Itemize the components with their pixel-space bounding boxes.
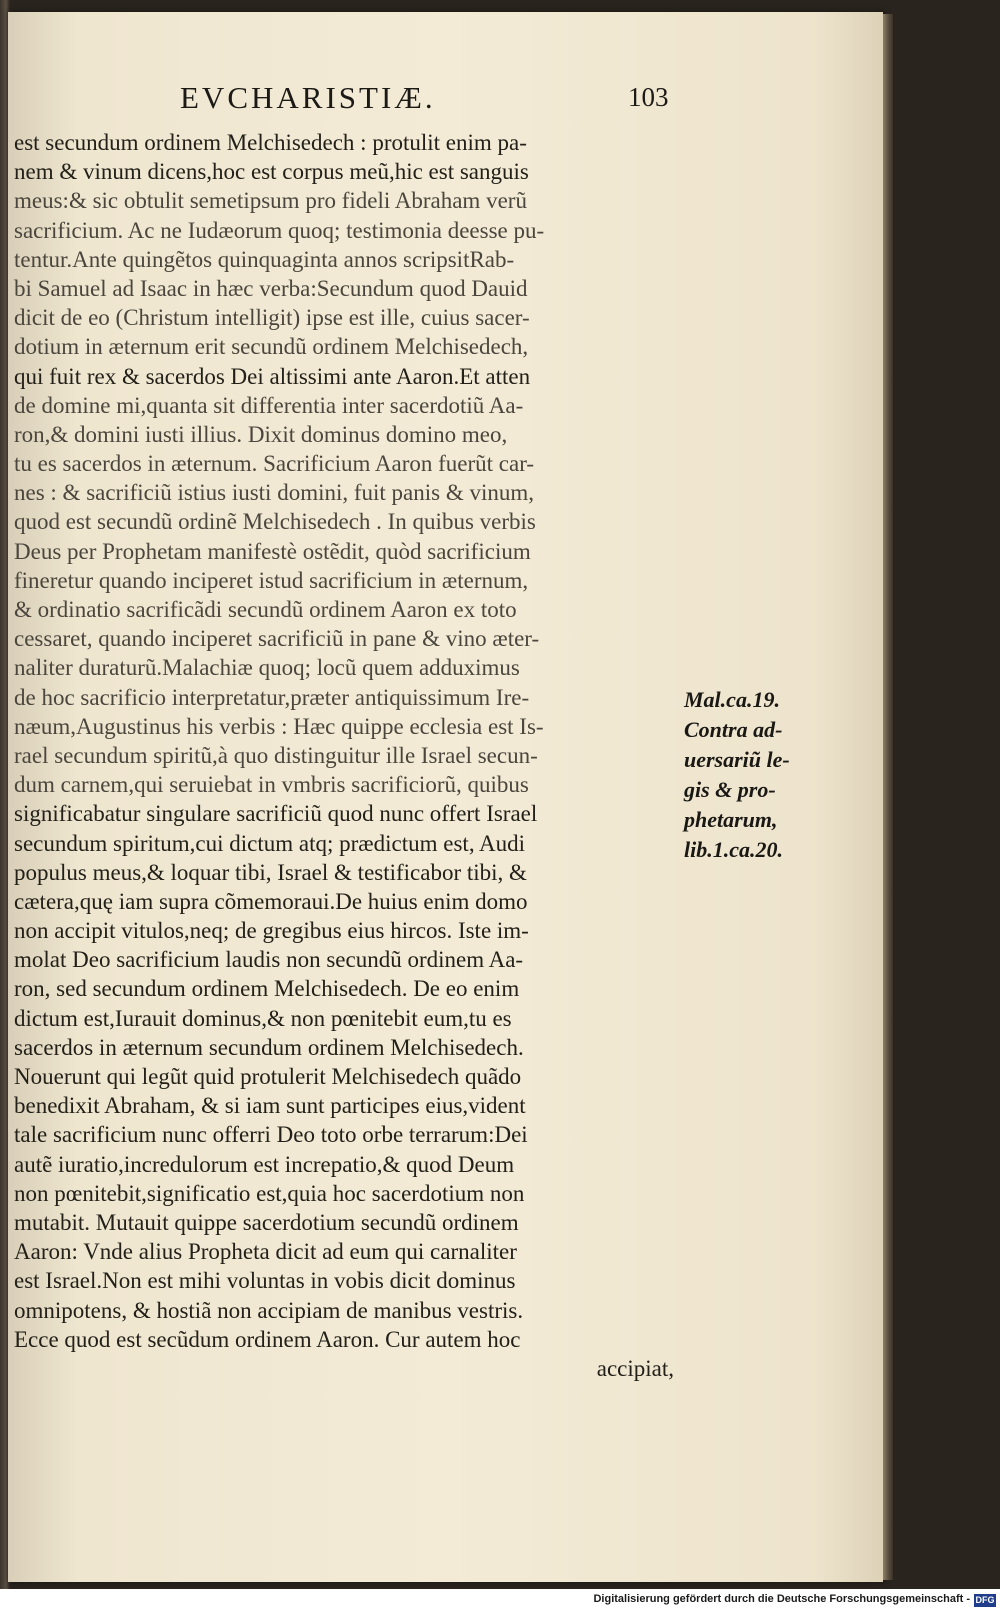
text-line: dictum est,Iurauit dominus,& non pœnitebit eum,tu es (14, 1005, 512, 1031)
text-line: de hoc sacrificio interpretatur,præter antiquissimum Ire- (14, 684, 530, 710)
text-line: næum,Augustinus his verbis : Hæc quippe ecclesia est Is- (14, 713, 544, 739)
margin-note: Contra ad- (684, 717, 783, 742)
text-line: de domine mi,quanta sit differentia inter sacerdotiũ Aa- (14, 392, 524, 418)
text-line: Ecce quod est secũdum ordinem Aaron. Cur autem hoc (14, 1326, 521, 1352)
text-line: sacrificium. Ac ne Iudæorum quoq; testimonia deesse pu- (14, 217, 545, 243)
text-line: nes : & sacrificiũ istius iusti domini, fuit panis & vinum, (14, 480, 535, 506)
text-line: meus:& sic obtulit semetipsum pro fideli Abraham verũ (14, 188, 527, 214)
text-line: non accipit vitulos,neq; de gregibus eius hircos. Iste im- (14, 918, 529, 944)
text-line: Deus per Prophetam manifestè ostẽdit, quòd sacrificium (14, 538, 531, 564)
text-line: ron,& domini iusti illius. Dixit dominus domino meo, (14, 421, 508, 447)
text-line: non pœnitebit,significatio est,quia hoc sacerdotium non (14, 1180, 525, 1206)
text-line: est Israel.Non est mihi voluntas in vobis dicit dominus (14, 1268, 516, 1294)
text-line: cætera,quę iam supra cõmemoraui.De huius enim domo (14, 888, 528, 914)
text-line: populus meus,& loquar tibi, Israel & testificabor tibi, & (14, 859, 527, 885)
text-line: tentur.Ante quingẽtos quinquaginta annos scripsitRab- (14, 246, 515, 272)
text-line: rael secundum spiritũ,à quo distinguitur ille Israel secun- (14, 742, 538, 768)
text-line: molat Deo sacrificium laudis non secundũ ordinem Aa- (14, 947, 524, 973)
text-line: secundum spiritum,cui dictum atq; prædictum est, Audi (14, 830, 526, 856)
text-line: cessaret, quando inciperet sacrificiũ in pane & vino æter- (14, 626, 540, 652)
text-line: ron, sed secundum ordinem Melchisedech. De eo enim (14, 976, 520, 1002)
page-edge (883, 14, 893, 1580)
text-line: Aaron: Vnde alius Propheta dicit ad eum qui carnaliter (14, 1239, 517, 1265)
page-header (180, 80, 669, 120)
text-line: significabatur singulare sacrificiũ quod nunc offert Israel (14, 801, 538, 827)
page-number: 103 (628, 82, 669, 112)
text-line: est secundum ordinem Melchisedech : protulit enim pa- (14, 130, 527, 155)
text-line: & ordinatio sacrificãdi secundũ ordinem Aaron ex toto (14, 597, 517, 622)
text-line: mutabit. Mutauit quippe sacerdotium secundũ ordinem (14, 1209, 519, 1235)
text-line: omnipotens, & hostiã non accipiam de manibus vestris. (14, 1297, 524, 1323)
body-text (14, 128, 674, 1383)
margin-note: Mal.ca.19. (684, 687, 780, 712)
text-line: dotium in æternum erit secundũ ordinem Melchisedech, (14, 334, 529, 360)
text-line: quod est secundũ ordinẽ Melchisedech . In quibus verbis (14, 509, 536, 535)
text-line: tu es sacerdos in æternum. Sacrificium Aaron fuerũt car- (14, 451, 535, 477)
footer-credit: Digitalisierung gefördert durch die Deutsche Forschungsgemeinschaft - (593, 1593, 970, 1605)
text-line: naliter duraturũ.Malachiæ quoq; locũ quem adduximus (14, 655, 520, 681)
dfg-logo: DFG (975, 1595, 995, 1605)
margin-notes (684, 685, 824, 865)
margin-note: uersariũ le- (684, 747, 790, 772)
text-line: dicit de eo (Christum intelligit) ipse est ille, cuius sacer- (14, 305, 530, 331)
running-title: EVCHARISTIÆ. (180, 80, 436, 115)
catchword: accipiat, (596, 1355, 674, 1381)
margin-note: lib.1.ca.20. (684, 837, 783, 862)
margin-note: gis & pro- (684, 777, 776, 802)
text-line: sacerdos in æternum secundum ordinem Melchisedech. (14, 1034, 524, 1060)
text-line: Nouerunt qui legũt quid protulerit Melchisedech quãdo (14, 1064, 522, 1089)
text-line: fineretur quando inciperet istud sacrificium in æternum, (14, 567, 529, 593)
text-line: autẽ iuratio,incredulorum est increpatio,& quod Deum (14, 1151, 515, 1177)
margin-note: phetarum, (684, 807, 778, 832)
text-line: tale sacrificium nunc offerri Deo toto orbe terrarum:Dei (14, 1122, 528, 1148)
text-line: benedixit Abraham, & si iam sunt participes eius,vident (14, 1093, 526, 1119)
text-line: bi Samuel ad Isaac in hæc verba:Secundum quod Dauid (14, 275, 528, 301)
text-line: dum carnem,qui seruiebat in vmbris sacrificiorũ, quibus (14, 772, 529, 798)
text-line: nem & vinum dicens,hoc est corpus meũ,hic est sanguis (14, 159, 529, 185)
text-line: qui fuit rex & sacerdos Dei altissimi ante Aaron.Et atten (14, 363, 531, 389)
